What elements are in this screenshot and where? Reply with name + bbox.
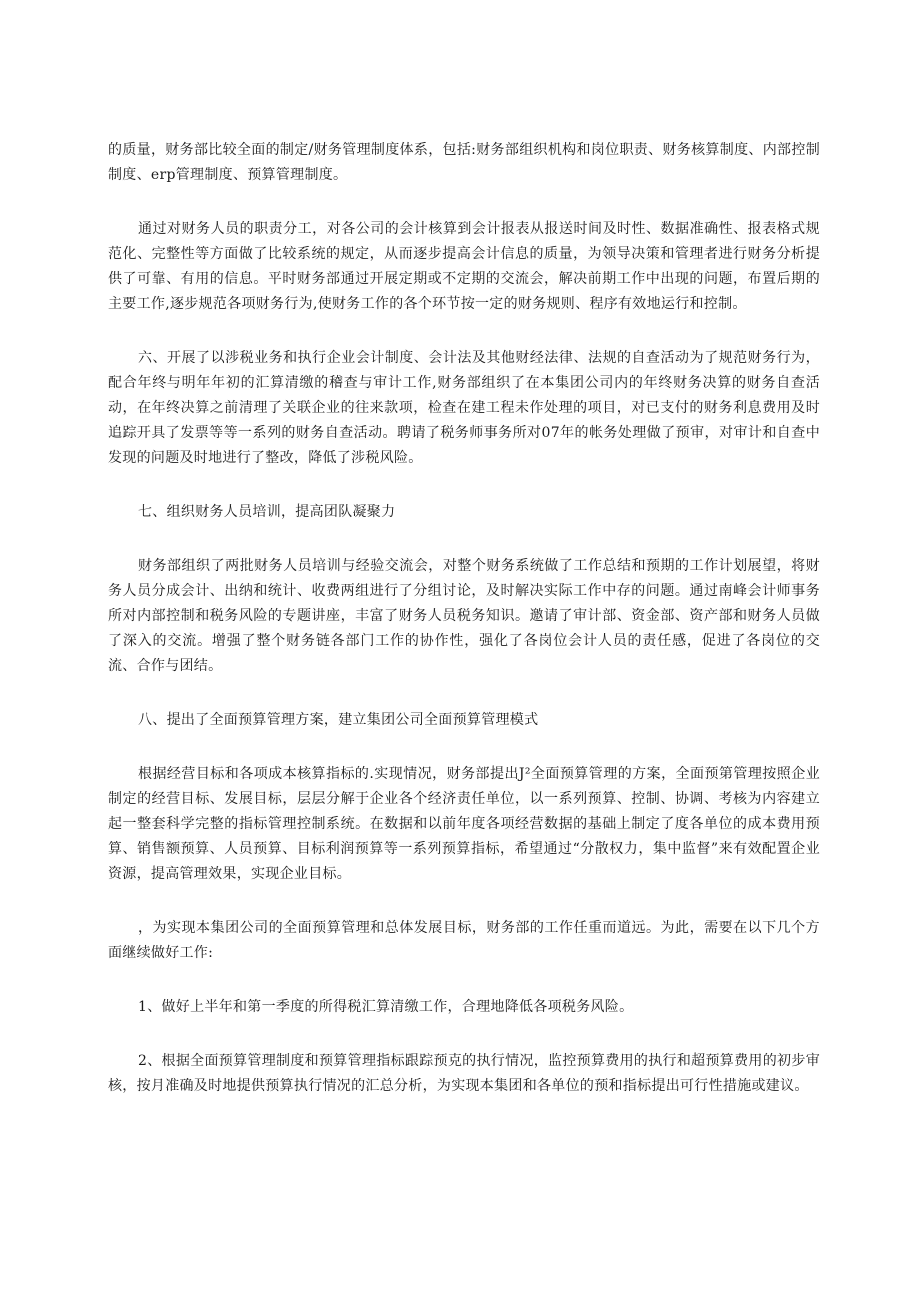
heading-section-seven: 七、组织财务人员培训，提高团队凝聚力 <box>138 504 396 520</box>
paragraph-budget-plan: 根据经营目标和各项成本核算指标的.实现情况，财务部提出J²全面预算管理的方案，全面预第管理按照企业制定的经营目标、发展目标，层层分解于企业各个经济责任单位，以一系列预算、控制、协调、考核为内容建立起一整套科学完整的指标管理控制系统。在数据和以前年度各项经营数据的基础上制定了度各单位的成本费用预算、销售额预算、人员预算、目标利润预算等一系列预算指标，希望通过“分散权力，集中监督”来有效配置企业资源，提高管理效果，实现企业目标。 <box>108 766 820 882</box>
paragraph-quality-system: 的质量，财务部比较全面的制定/财务管理制度体系，包括:财务部组织机构和岗位职责、财务核算制度、内部控制制度、erp管理制度、预算管理制度。 <box>108 142 820 183</box>
paragraph-training: 财务部组织了两批财务人员培训与经验交流会，对整个财务系统做了工作总结和预期的工作计划展望，将财务人员分成会计、出纳和统计、收费两组进行了分组讨论，及时解决实际工作中存的问题。通过南峰会计师事务所对内部控制和税务风险的专题讲座，丰富了财务人员税务知识。邀请了审计部、资金部、资产部和财务人员做了深入的交流。增强了整个财务链各部门工作的协作性，强化了各岗位会计人员的责任感，促进了各岗位的交流、合作与团结。 <box>108 558 820 674</box>
paragraph-future-goals: ，为实现本集团公司的全面预算管理和总体发展目标，财务部的工作任重而道远。为此，需要在以下几个方面继续做好工作: <box>108 920 820 961</box>
list-item-1: 1、做好上半年和第一季度的所得税汇算清缴工作，合理地降低各项税务风险。 <box>138 999 634 1015</box>
paragraph-duty-division: 通过对财务人员的职责分工，对各公司的会计核算到会计报表从报送时间及时性、数据准确性、报表格式规范化、完整性等方面做了比较系统的规定，从而逐步提高会计信息的质量，为领导决策和管理者进行财务分析提供了可靠、有用的信息。平时财务部通过开展定期或不定期的交流会，解决前期工作中出现的问题，布置后期的主要工作,逐步规范各项财务行为,使财务工作的各个环节按一定的财务规则、程序有效地运行和控制。 <box>108 221 820 312</box>
heading-section-eight: 八、提出了全面预算管理方案，建立集团公司全面预算管理模式 <box>138 712 539 728</box>
paragraph-section-six: 六、开展了以涉税业务和执行企业会计制度、会计法及其他财经法律、法规的自查活动为了规范财务行为，配合年终与明年年初的汇算清缴的稽查与审计工作,财务部组织了在本集团公司内的年终财务决算的财务自查活动，在年终决算之前清理了关联企业的往来款项，检查在建工程未作处理的项目，对已支付的财务利息费用及时追踪开具了发票等等一系列的财务自查活动。聘请了税务师事务所对07年的帐务处理做了预审，对审计和自查中发现的问题及时地进行了整改，降低了涉税风险。 <box>108 350 820 466</box>
list-item-2: 2、根据全面预算管理制度和预算管理指标跟踪预克的执行情况，监控预算费用的执行和超预算费用的初步审核，按月准确及时地提供预算执行情况的汇总分析，为实现本集团和各单位的预和指标提出可行性措施或建议。 <box>108 1053 820 1094</box>
document-body <box>108 138 820 1128</box>
